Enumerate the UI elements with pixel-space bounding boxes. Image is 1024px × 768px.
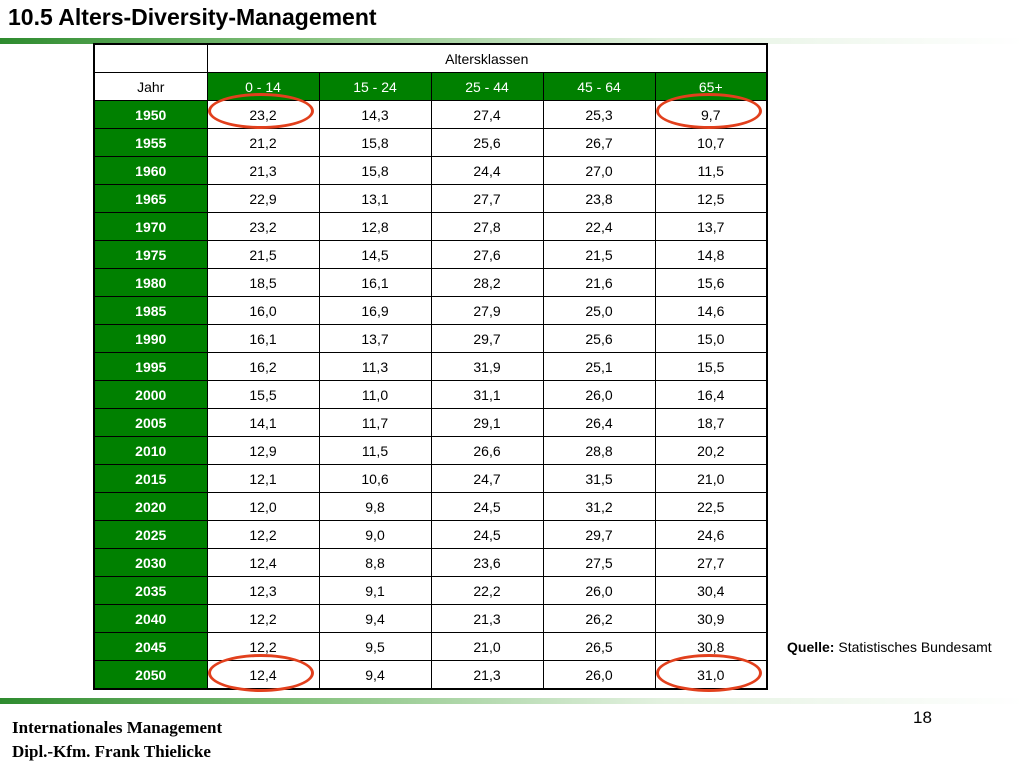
- table-row: [94, 297, 767, 325]
- column-header: 0 - 14: [207, 73, 319, 101]
- table-row: [94, 269, 767, 297]
- value-cell: 12,9: [207, 437, 319, 465]
- value-cell: 12,4: [207, 549, 319, 577]
- value-cell: 24,5: [431, 521, 543, 549]
- value-cell: 22,9: [207, 185, 319, 213]
- value-cell: 12,1: [207, 465, 319, 493]
- value-cell: 15,0: [655, 325, 767, 353]
- value-cell: 9,7: [655, 101, 767, 129]
- value-cell: 21,3: [431, 605, 543, 633]
- value-cell: 23,2: [207, 101, 319, 129]
- value-cell: 27,4: [431, 101, 543, 129]
- value-cell: 16,1: [207, 325, 319, 353]
- table-row: [94, 633, 767, 661]
- value-cell: 9,1: [319, 577, 431, 605]
- value-cell: 15,5: [655, 353, 767, 381]
- value-cell: 27,9: [431, 297, 543, 325]
- value-cell: 30,8: [655, 633, 767, 661]
- value-cell: 27,8: [431, 213, 543, 241]
- value-cell: 25,0: [543, 297, 655, 325]
- value-cell: 12,0: [207, 493, 319, 521]
- value-cell: 12,3: [207, 577, 319, 605]
- value-cell: 11,3: [319, 353, 431, 381]
- value-cell: 23,2: [207, 213, 319, 241]
- table-row: [94, 241, 767, 269]
- value-cell: 28,8: [543, 437, 655, 465]
- value-cell: 22,4: [543, 213, 655, 241]
- table-row: [94, 661, 767, 690]
- value-cell: 20,2: [655, 437, 767, 465]
- table-row: [94, 409, 767, 437]
- footer: [12, 716, 222, 764]
- value-cell: 27,7: [655, 549, 767, 577]
- value-cell: 9,0: [319, 521, 431, 549]
- value-cell: 26,2: [543, 605, 655, 633]
- value-cell: 27,6: [431, 241, 543, 269]
- value-cell: 26,7: [543, 129, 655, 157]
- age-classes-header: Altersklassen: [207, 44, 767, 73]
- year-cell: 2045: [94, 633, 207, 661]
- value-cell: 31,1: [431, 381, 543, 409]
- year-cell: 1965: [94, 185, 207, 213]
- value-cell: 16,2: [207, 353, 319, 381]
- source-note: [787, 638, 992, 657]
- value-cell: 26,0: [543, 381, 655, 409]
- footer-author: Dipl.-Kfm. Frank Thielicke: [12, 742, 211, 761]
- value-cell: 25,3: [543, 101, 655, 129]
- value-cell: 27,7: [431, 185, 543, 213]
- year-cell: 2040: [94, 605, 207, 633]
- source-text: Statistisches Bundesamt: [838, 639, 992, 655]
- value-cell: 22,5: [655, 493, 767, 521]
- column-header: 25 - 44: [431, 73, 543, 101]
- value-cell: 29,7: [543, 521, 655, 549]
- value-cell: 18,5: [207, 269, 319, 297]
- table-row: [94, 381, 767, 409]
- table-row: [94, 465, 767, 493]
- column-header: 15 - 24: [319, 73, 431, 101]
- value-cell: 31,0: [655, 661, 767, 690]
- table-row: [94, 185, 767, 213]
- year-cell: 1980: [94, 269, 207, 297]
- value-cell: 12,4: [207, 661, 319, 690]
- value-cell: 14,6: [655, 297, 767, 325]
- value-cell: 29,7: [431, 325, 543, 353]
- value-cell: 29,1: [431, 409, 543, 437]
- value-cell: 13,7: [655, 213, 767, 241]
- value-cell: 21,0: [655, 465, 767, 493]
- value-cell: 26,4: [543, 409, 655, 437]
- year-cell: 2020: [94, 493, 207, 521]
- table-row: [94, 521, 767, 549]
- slide-title: 10.5 Alters-Diversity-Management: [8, 4, 377, 30]
- value-cell: 27,5: [543, 549, 655, 577]
- value-cell: 24,4: [431, 157, 543, 185]
- table-row: [94, 325, 767, 353]
- year-cell: 1960: [94, 157, 207, 185]
- value-cell: 15,5: [207, 381, 319, 409]
- value-cell: 15,6: [655, 269, 767, 297]
- value-cell: 9,5: [319, 633, 431, 661]
- table-row: [94, 353, 767, 381]
- table-row: [94, 437, 767, 465]
- value-cell: 31,2: [543, 493, 655, 521]
- year-cell: 1970: [94, 213, 207, 241]
- age-distribution-table: [93, 43, 768, 690]
- table-row: [94, 577, 767, 605]
- year-cell: 1950: [94, 101, 207, 129]
- bottom-accent-bar: [0, 698, 1024, 704]
- header-corner-cell: [94, 44, 207, 73]
- value-cell: 24,7: [431, 465, 543, 493]
- value-cell: 14,5: [319, 241, 431, 269]
- value-cell: 26,5: [543, 633, 655, 661]
- year-cell: 2030: [94, 549, 207, 577]
- value-cell: 14,1: [207, 409, 319, 437]
- value-cell: 25,1: [543, 353, 655, 381]
- value-cell: 21,6: [543, 269, 655, 297]
- column-header: 45 - 64: [543, 73, 655, 101]
- value-cell: 11,5: [655, 157, 767, 185]
- table-row: [94, 549, 767, 577]
- page-number: 18: [913, 708, 932, 727]
- value-cell: 12,2: [207, 633, 319, 661]
- year-cell: 1955: [94, 129, 207, 157]
- value-cell: 15,8: [319, 157, 431, 185]
- value-cell: 21,0: [431, 633, 543, 661]
- value-cell: 13,1: [319, 185, 431, 213]
- table-row: [94, 157, 767, 185]
- value-cell: 23,6: [431, 549, 543, 577]
- value-cell: 16,9: [319, 297, 431, 325]
- value-cell: 11,7: [319, 409, 431, 437]
- table-row: [94, 129, 767, 157]
- value-cell: 30,9: [655, 605, 767, 633]
- value-cell: 16,4: [655, 381, 767, 409]
- value-cell: 9,8: [319, 493, 431, 521]
- value-cell: 26,6: [431, 437, 543, 465]
- year-cell: 1995: [94, 353, 207, 381]
- value-cell: 25,6: [431, 129, 543, 157]
- value-cell: 26,0: [543, 577, 655, 605]
- value-cell: 21,3: [431, 661, 543, 690]
- column-header-row: [94, 73, 767, 101]
- value-cell: 15,8: [319, 129, 431, 157]
- year-cell: 2005: [94, 409, 207, 437]
- value-cell: 27,0: [543, 157, 655, 185]
- value-cell: 11,5: [319, 437, 431, 465]
- value-cell: 12,2: [207, 521, 319, 549]
- value-cell: 22,2: [431, 577, 543, 605]
- source-label: Quelle:: [787, 639, 835, 655]
- value-cell: 23,8: [543, 185, 655, 213]
- value-cell: 21,2: [207, 129, 319, 157]
- table-row: [94, 101, 767, 129]
- year-cell: 2000: [94, 381, 207, 409]
- value-cell: 14,3: [319, 101, 431, 129]
- value-cell: 31,9: [431, 353, 543, 381]
- year-column-header: Jahr: [94, 73, 207, 101]
- value-cell: 26,0: [543, 661, 655, 690]
- table-row: [94, 605, 767, 633]
- value-cell: 10,7: [655, 129, 767, 157]
- value-cell: 12,8: [319, 213, 431, 241]
- year-cell: 2010: [94, 437, 207, 465]
- value-cell: 21,5: [543, 241, 655, 269]
- value-cell: 8,8: [319, 549, 431, 577]
- value-cell: 9,4: [319, 605, 431, 633]
- value-cell: 16,1: [319, 269, 431, 297]
- column-header: 65+: [655, 73, 767, 101]
- year-cell: 2025: [94, 521, 207, 549]
- value-cell: 30,4: [655, 577, 767, 605]
- year-cell: 2015: [94, 465, 207, 493]
- table-row: [94, 213, 767, 241]
- value-cell: 18,7: [655, 409, 767, 437]
- value-cell: 31,5: [543, 465, 655, 493]
- value-cell: 25,6: [543, 325, 655, 353]
- value-cell: 24,5: [431, 493, 543, 521]
- value-cell: 12,5: [655, 185, 767, 213]
- year-cell: 2050: [94, 661, 207, 690]
- value-cell: 28,2: [431, 269, 543, 297]
- value-cell: 14,8: [655, 241, 767, 269]
- year-cell: 1975: [94, 241, 207, 269]
- year-cell: 1990: [94, 325, 207, 353]
- footer-course: Internationales Management: [12, 718, 223, 737]
- value-cell: 9,4: [319, 661, 431, 690]
- year-cell: 1985: [94, 297, 207, 325]
- year-cell: 2035: [94, 577, 207, 605]
- value-cell: 11,0: [319, 381, 431, 409]
- value-cell: 10,6: [319, 465, 431, 493]
- value-cell: 13,7: [319, 325, 431, 353]
- group-header-row: [94, 44, 767, 73]
- table-row: [94, 493, 767, 521]
- value-cell: 12,2: [207, 605, 319, 633]
- value-cell: 21,5: [207, 241, 319, 269]
- value-cell: 24,6: [655, 521, 767, 549]
- value-cell: 21,3: [207, 157, 319, 185]
- value-cell: 16,0: [207, 297, 319, 325]
